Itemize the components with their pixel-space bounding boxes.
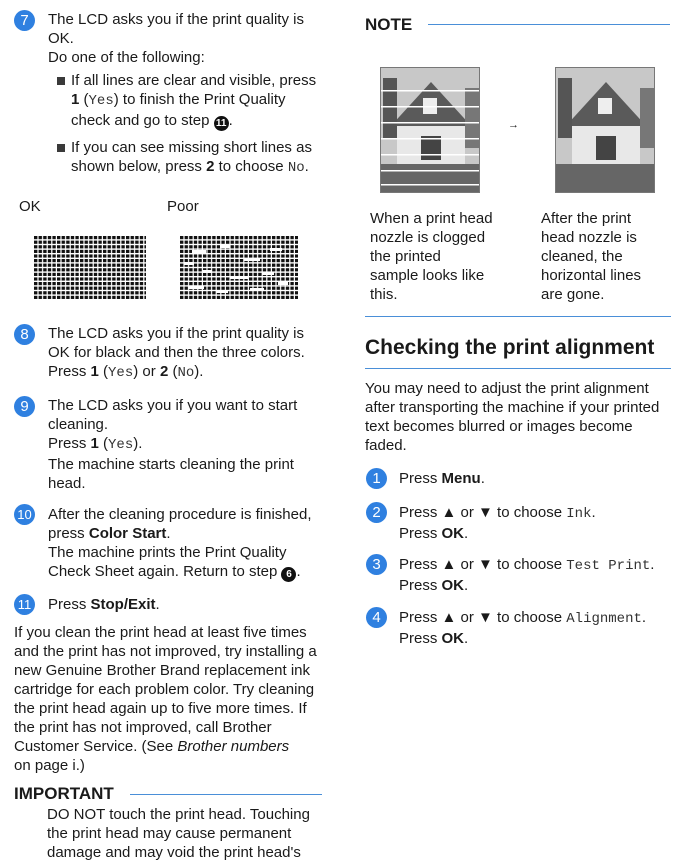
align-step-3-number: 3: [366, 554, 387, 575]
paragraph-line: Customer Service. (See Brother numbers: [14, 738, 290, 755]
step-9-line5: head.: [48, 475, 86, 492]
align-step-2-text: Press ▲ or ▼ to choose Ink. Press OK.: [399, 504, 596, 542]
house-image-clean: [556, 68, 655, 193]
section-title: Checking the print alignment: [365, 336, 655, 359]
poor-label: Poor: [167, 198, 199, 215]
step-10-line4: Check Sheet again. Return to step 6 .: [48, 563, 301, 580]
align-step-2-number: 2: [366, 502, 387, 523]
align-step-3-text: Press ▲ or ▼ to choose Test Print. Press OK.: [399, 556, 655, 594]
step-7-line1: The LCD asks you if the print quality is: [48, 11, 304, 28]
step-ref-6: 6: [281, 567, 296, 582]
step-8-number: 8: [14, 324, 35, 345]
paragraph-line: If you clean the print head at least five times: [14, 624, 307, 641]
note-rule: [428, 24, 670, 25]
step-9-text: [48, 396, 338, 493]
step-7-number: 7: [14, 10, 35, 31]
intro-line: text becomes blurred or images become: [365, 418, 633, 435]
alignment-intro: [365, 379, 675, 455]
clean-caption: [541, 209, 671, 304]
step-10-line1: After the cleaning procedure is finished,: [48, 506, 312, 523]
step-10-text: [48, 505, 338, 582]
caption-line: are gone.: [541, 286, 605, 303]
option-1-line2: 1 (Yes) to finish the Print Quality: [71, 91, 286, 109]
clogged-caption: [370, 209, 500, 304]
caption-line: nozzle is clogged: [370, 229, 486, 246]
option-1-line1: If all lines are clear and visible, press: [71, 72, 317, 89]
note-heading: NOTE: [365, 15, 413, 34]
step-8-text: [48, 324, 338, 383]
intro-line: You may need to adjust the print alignment: [365, 380, 649, 397]
step-10-line2: press Color Start.: [48, 525, 171, 542]
caption-line: After the print: [541, 210, 632, 227]
step-7-option-1: [71, 71, 331, 131]
paragraph-line: the print head again up to five more times. If: [14, 700, 307, 717]
clean-sample-photo: [555, 67, 655, 193]
caption-line: cleaned, the: [541, 248, 623, 265]
caption-line: sample looks like: [370, 267, 485, 284]
important-line: damage and may void the print head's: [47, 844, 301, 861]
arrow-icon: →: [508, 119, 519, 131]
step-7-text: [48, 10, 338, 67]
step-8-line1: The LCD asks you if the print quality is: [48, 325, 304, 342]
paragraph-line: cartridge for each problem color. Try cleaning: [14, 681, 315, 698]
paragraph-line: the print has not improved, call Brother: [14, 719, 272, 736]
step-8-line2: OK for black and then the three colors.: [48, 344, 305, 361]
ok-label: OK: [19, 198, 41, 215]
caption-line: the printed: [370, 248, 441, 265]
bullet-marker: [57, 144, 65, 152]
clogged-sample-photo: [380, 67, 480, 193]
bullet-marker: [57, 77, 65, 85]
important-line: the print head may cause permanent: [47, 825, 292, 842]
option-1-line3: check and go to step 11 .: [71, 112, 233, 129]
align-step-4-number: 4: [366, 607, 387, 628]
step-ref-11: 11: [214, 116, 229, 131]
important-line: DO NOT touch the print head. Touching: [47, 806, 310, 823]
paragraph-line: on page i.): [14, 757, 85, 774]
step-9-line1: The LCD asks you if you want to start: [48, 397, 298, 414]
option-2-line2: shown below, press 2 to choose No.: [71, 158, 309, 176]
house-image-with-lines: [381, 68, 480, 193]
align-step-4-text: Press ▲ or ▼ to choose Alignment. Press OK.: [399, 609, 647, 647]
caption-line: head nozzle is: [541, 229, 637, 246]
step-9-line3: Press 1 (Yes).: [48, 435, 143, 453]
step-7-option-2: [71, 138, 341, 178]
cleaning-advice-paragraph: [14, 623, 334, 775]
step-8-line3: Press 1 (Yes) or 2 (No).: [48, 363, 204, 381]
important-heading: IMPORTANT: [14, 784, 114, 803]
step-9-line2: cleaning.: [48, 416, 109, 433]
align-step-1-number: 1: [366, 468, 387, 489]
caption-line: When a print head: [370, 210, 493, 227]
poor-sample-pattern: [180, 236, 298, 300]
caption-line: horizontal lines: [541, 267, 642, 284]
step-11-number: 11: [14, 594, 35, 615]
align-step-1-text: Press Menu.: [399, 470, 485, 487]
step-10-number: 10: [14, 504, 35, 525]
important-rule: [130, 794, 322, 795]
paragraph-line: and the print has not improved, try installing a: [14, 643, 317, 660]
paragraph-line: new Genuine Brother Brand replacement ink: [14, 662, 311, 679]
ok-sample-pattern: [34, 236, 146, 300]
note-bottom-rule: [365, 316, 671, 317]
section-rule: [365, 368, 671, 369]
step-9-number: 9: [14, 396, 35, 417]
step-11-text: Press Stop/Exit.: [48, 596, 160, 613]
brother-numbers-reference: Brother numbers: [177, 738, 290, 755]
intro-line: faded.: [365, 437, 407, 454]
intro-line: after transporting the machine if your printed: [365, 399, 660, 416]
step-9-line4: The machine starts cleaning the print: [48, 456, 294, 473]
step-7-line3: Do one of the following:: [48, 49, 205, 66]
caption-line: this.: [370, 286, 398, 303]
important-text: [47, 805, 337, 861]
step-10-line3: The machine prints the Print Quality: [48, 544, 287, 561]
option-2-line1: If you can see missing short lines as: [71, 139, 312, 156]
step-7-line2: OK.: [48, 30, 74, 47]
